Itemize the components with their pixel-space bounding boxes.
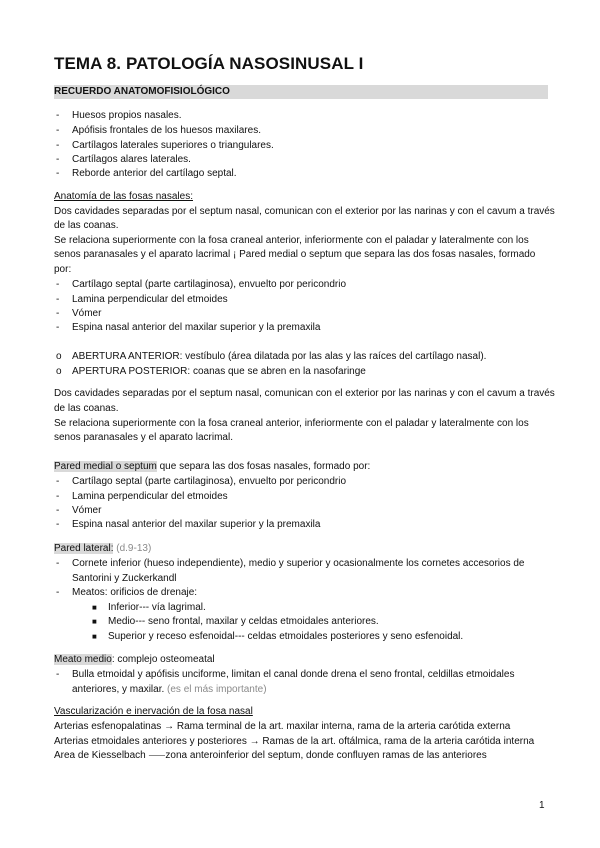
medial-rest: que separa las dos fosas nasales, formado por: (156, 461, 371, 472)
paragraph-line: senos paranasales y el aparato lacrimal ¡ Pared medial o septum que separa las dos fosas nasales, formado (54, 249, 536, 260)
list-bullet: - (56, 669, 60, 680)
list-item: Espina nasal anterior del maxilar superior y la premaxila (72, 519, 321, 530)
list-item: Lamina perpendicular del etmoides (72, 294, 228, 305)
paragraph-line: Area de Kiesselbach ⸺zona anteroinferior del septum, donde confluyen ramas de las anteriores (54, 750, 487, 761)
medial-label: Pared medial o septum (54, 461, 157, 472)
paragraph-line: Dos cavidades separadas por el septum nasal, comunican con el exterior por las narinas y con el cavum a través (54, 206, 555, 217)
sub-bullet: ■ (92, 603, 97, 612)
list-item: Vómer (72, 505, 102, 516)
list-bullet: - (56, 110, 60, 121)
list-bullet: - (56, 294, 60, 305)
opening-item: APERTURA POSTERIOR: coanas que se abren en la nasofaringe (72, 366, 366, 377)
list-bullet: - (56, 308, 60, 319)
list-item: Apófisis frontales de los huesos maxilares. (72, 125, 261, 136)
list-bullet: - (56, 154, 60, 165)
list-bullet: - (56, 168, 60, 179)
list-item: Meatos: orificios de drenaje: (72, 587, 198, 598)
paragraph-line: Se relaciona superiormente con la fosa craneal anterior, inferiormente con el paladar y lateralmente con los (54, 418, 529, 429)
list-bullet: - (56, 476, 60, 487)
paragraph-line: por: (54, 264, 72, 275)
lateral-heading (54, 542, 151, 556)
meato-heading (54, 653, 215, 667)
list-bullet: - (56, 322, 60, 333)
list-item: Cornete inferior (hueso independiente), medio y superior y ocasionalmente los cornetes accesorios de (72, 558, 525, 569)
list-item: Bulla etmoidal y apófisis unciforme, limitan el canal donde drena el seno frontal, celdillas etmoidales (72, 669, 515, 680)
paragraph-line: Arterias esfenopalatinas → Rama terminal de la art. maxilar interna, rama de la arteria carótida externa (54, 721, 511, 732)
list-bullet: - (56, 140, 60, 151)
list-item: Cartílago septal (parte cartilaginosa), envuelto por pericondrio (72, 476, 347, 487)
list-bullet: o (56, 351, 62, 362)
list-item: Huesos propios nasales. (72, 110, 182, 121)
sub-bullet: ■ (92, 632, 97, 641)
list-bullet: o (56, 366, 62, 377)
meato-item-note: (es el más importante) (164, 684, 267, 695)
list-bullet: - (56, 491, 60, 502)
sub-list-item: Superior y receso esfenoidal--- celdas etmoidales posteriores y seno esfenoidal. (108, 631, 464, 642)
lateral-note: (d.9-13) (113, 543, 152, 554)
medial-heading (54, 460, 370, 474)
list-item: Espina nasal anterior del maxilar superior y la premaxila (72, 322, 321, 333)
meato-rest: : complejo osteomeatal (111, 654, 215, 665)
paragraph-line: de las coanas. (54, 220, 119, 231)
list-bullet: - (56, 587, 60, 598)
list-bullet: - (56, 125, 60, 136)
paragraph-line: senos paranasales y el aparato lacrimal. (54, 432, 233, 443)
sub-bullet: ■ (92, 617, 97, 626)
page-number: 1 (539, 800, 545, 811)
list-item: Vómer (72, 308, 102, 319)
list-item: Cartílago septal (parte cartilaginosa), envuelto por pericondrio (72, 279, 347, 290)
list-item: Cartílagos alares laterales. (72, 154, 191, 165)
list-item-continued: Santorini y Zuckerkandl (72, 573, 177, 584)
paragraph-line: Se relaciona superiormente con la fosa craneal anterior, inferiormente con el paladar y lateralmente con los (54, 235, 529, 246)
list-item: Reborde anterior del cartílago septal. (72, 168, 237, 179)
meato-item-text: anteriores, y maxilar. (72, 684, 165, 695)
paragraph-line: Dos cavidades separadas por el septum nasal, comunican con el exterior por las narinas y con el cavum a través (54, 388, 555, 399)
list-item-continued (72, 683, 267, 697)
list-bullet: - (56, 279, 60, 290)
sub-list-item: Medio--- seno frontal, maxilar y celdas etmoidales anteriores. (108, 616, 379, 627)
opening-item: ABERTURA ANTERIOR: vestíbulo (área dilatada por las alas y las raíces del cartílago nasal). (72, 351, 487, 362)
paragraph-line: Arterias etmoidales anteriores y posteriores → Ramas de la art. oftálmica, rama de la arteria carótida interna (54, 736, 535, 747)
list-bullet: - (56, 505, 60, 516)
meato-label: Meato medio (54, 654, 112, 665)
section-heading: RECUERDO ANATOMOFISIOLÓGICO (54, 85, 548, 99)
list-bullet: - (56, 519, 60, 530)
sub-list-item: Inferior--- vía lagrimal. (108, 602, 206, 613)
page-title: TEMA 8. PATOLOGÍA NASOSINUSAL I (54, 54, 364, 73)
list-item: Lamina perpendicular del etmoides (72, 491, 228, 502)
list-item: Cartílagos laterales superiores o triangulares. (72, 140, 274, 151)
anatomy-heading: Anatomía de las fosas nasales: (54, 191, 193, 202)
vasc-heading: Vascularización e inervación de la fosa nasal (54, 706, 253, 717)
list-bullet: - (56, 558, 60, 569)
lateral-label: Pared lateral: (54, 543, 114, 554)
paragraph-line: de las coanas. (54, 403, 119, 414)
